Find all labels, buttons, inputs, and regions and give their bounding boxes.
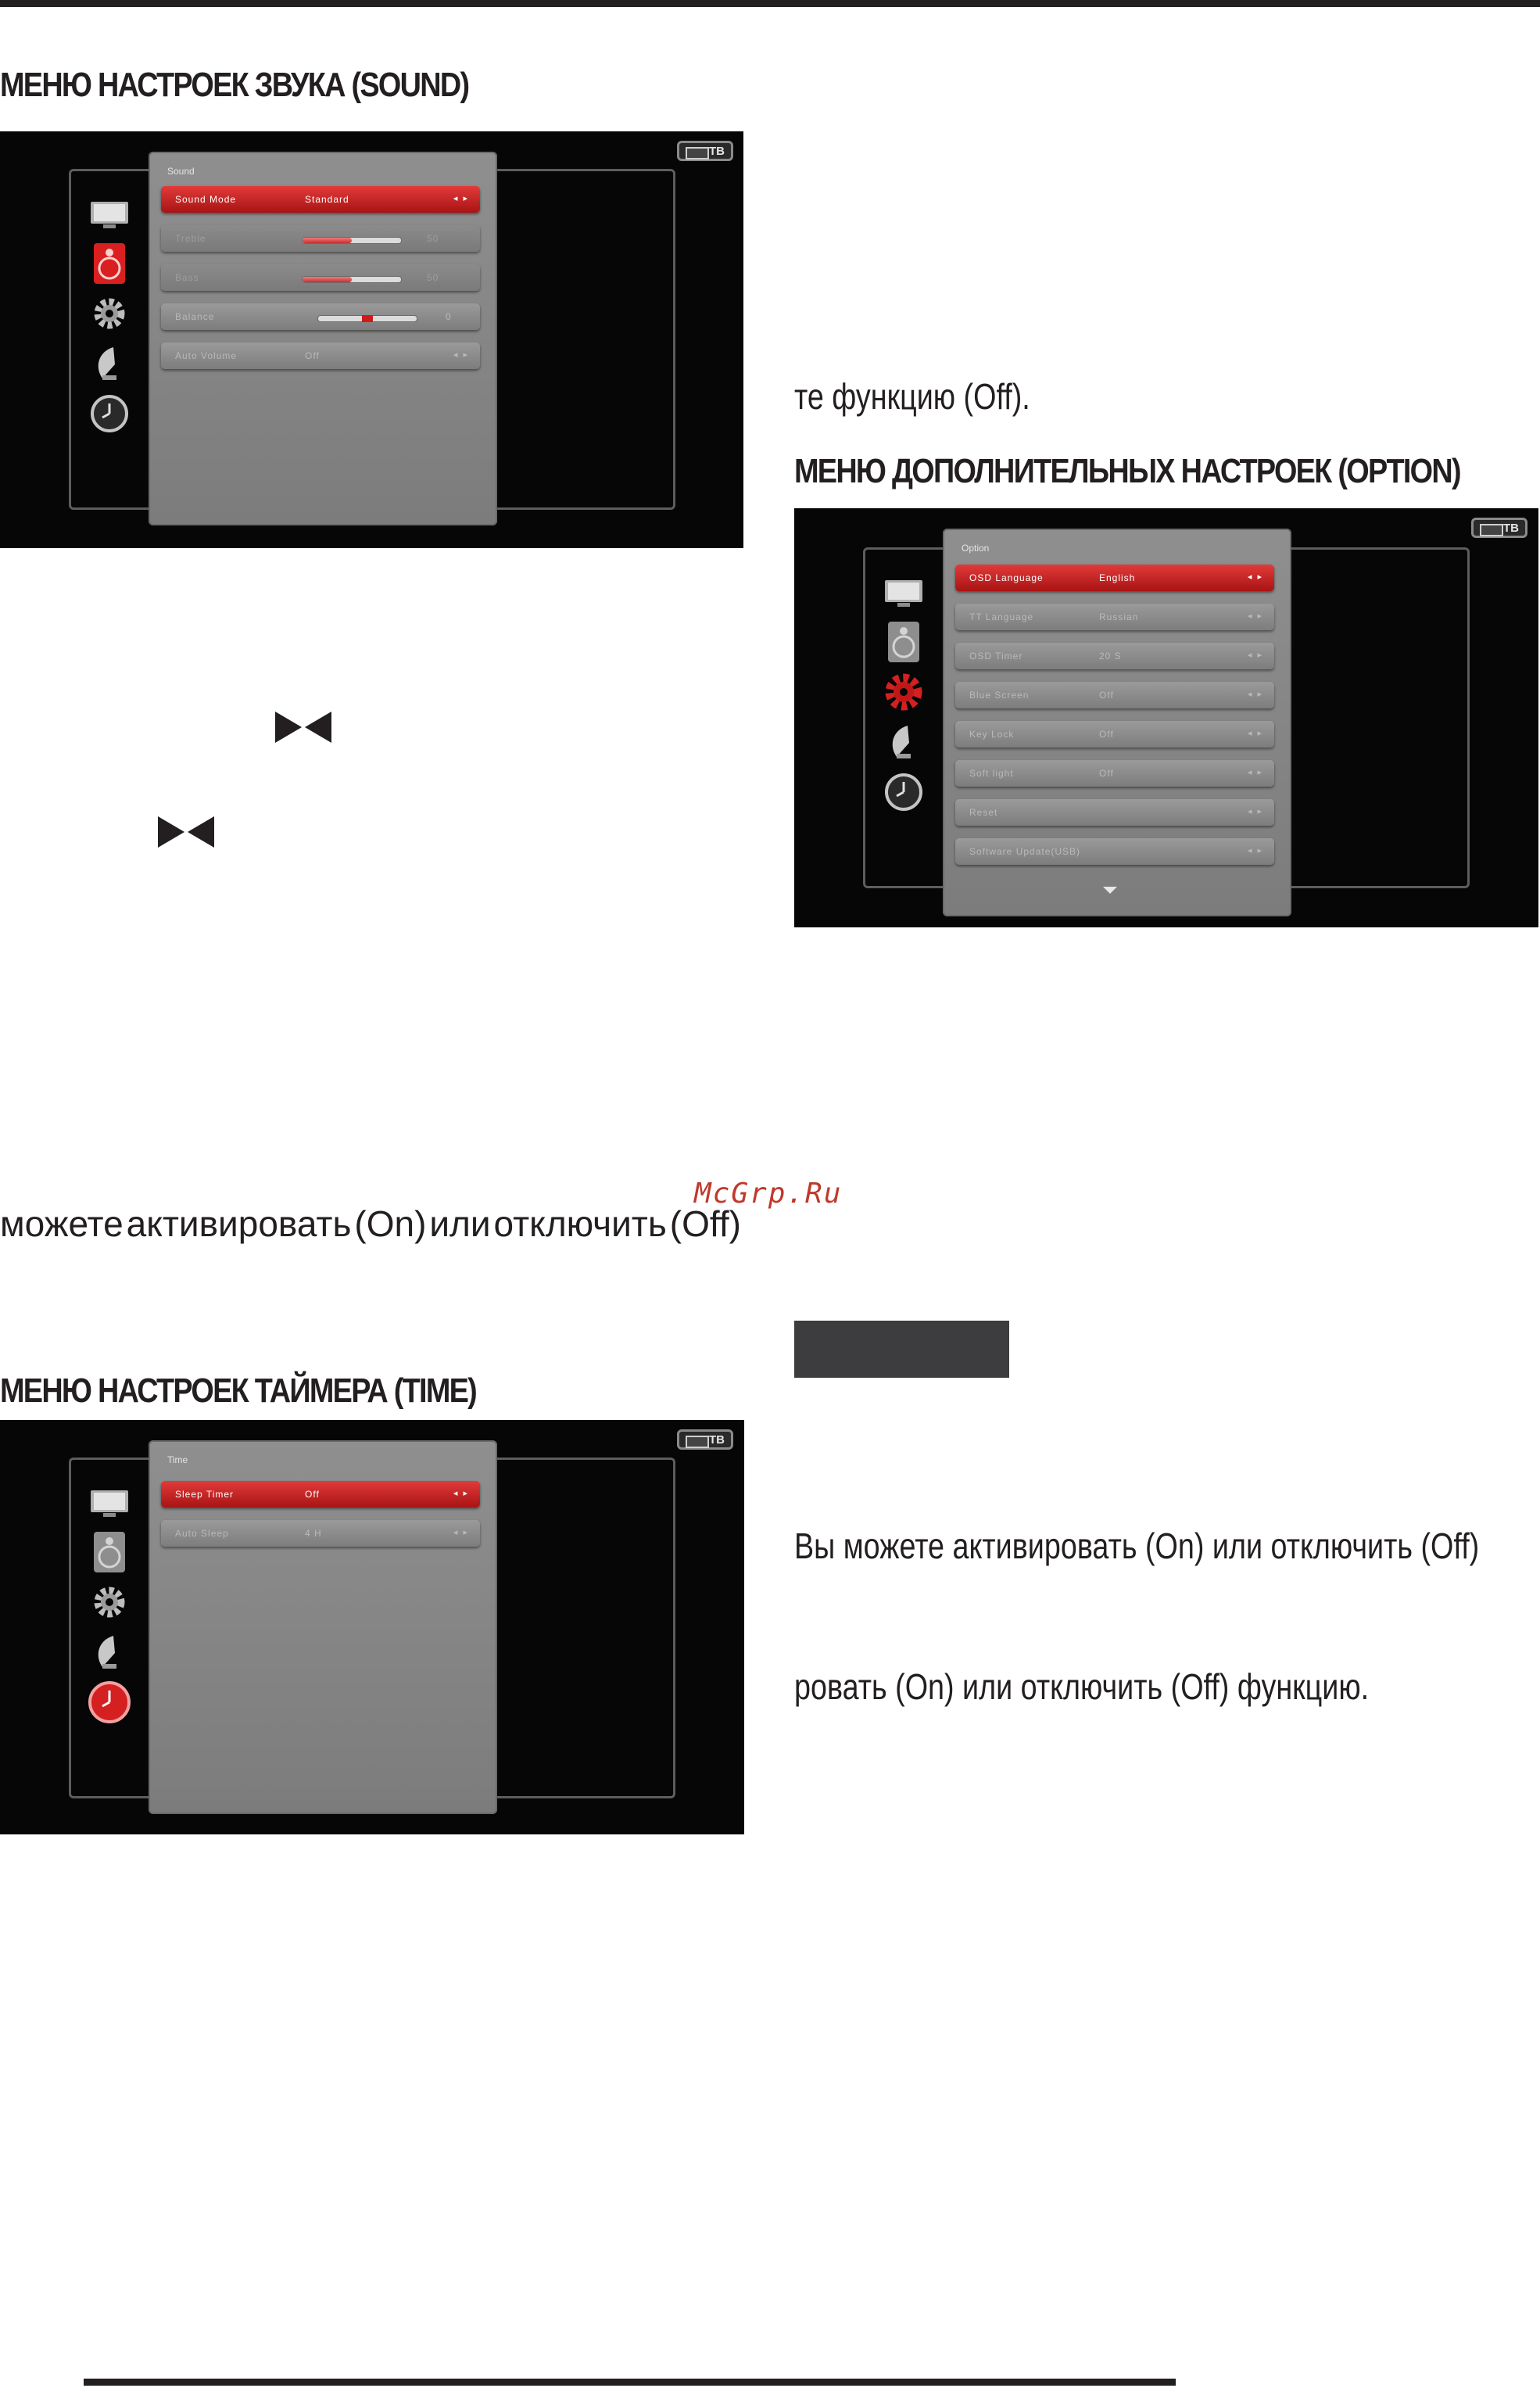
row-value: 0	[446, 311, 452, 322]
row-value: Off	[1099, 729, 1114, 740]
row-label: OSD Timer	[969, 651, 1023, 662]
body-line-function: ровать (On) или отключить (Off) функцию.	[794, 1666, 1370, 1707]
word: отключить	[493, 1203, 667, 1244]
watermark: McGrp.Ru	[694, 1178, 843, 1210]
heading-time: МЕНЮ НАСТРОЕК ТАЙМЕРА (TIME)	[0, 1371, 477, 1410]
word: можете	[0, 1203, 124, 1244]
option-menu-panel	[943, 529, 1291, 916]
row-value: Off	[1099, 690, 1114, 701]
tv-icon[interactable]	[882, 574, 926, 613]
heading-sound: МЕНЮ НАСТРОЕК ЗВУКА (SOUND)	[0, 66, 469, 104]
slider-fill	[303, 238, 352, 243]
row-label: Sleep Timer	[175, 1489, 235, 1500]
row-label: Treble	[175, 233, 206, 244]
word: активировать	[126, 1203, 352, 1244]
tv-icon[interactable]	[88, 195, 131, 235]
menu-row-osd-language[interactable]	[955, 565, 1274, 591]
tv-mini-icon	[1480, 524, 1503, 536]
tv-badge-label: ТВ	[709, 1432, 725, 1447]
menu-title: Time	[167, 1454, 188, 1465]
menu-row-balance[interactable]	[161, 303, 480, 330]
word: (On)	[354, 1203, 427, 1244]
menu-row-osd-timer[interactable]	[955, 643, 1274, 669]
speaker-icon[interactable]	[88, 1533, 131, 1572]
body-line-activate-deactivate: Вы можете активировать (On) или отключить (Off)	[794, 1526, 1480, 1566]
clock-icon[interactable]	[882, 773, 926, 812]
row-value: Off	[1099, 768, 1114, 779]
top-rule	[0, 0, 1540, 7]
bass-slider[interactable]	[302, 276, 402, 283]
left-right-arrows-icon: ◂ ▸	[1247, 572, 1263, 582]
row-value: Off	[305, 1489, 320, 1500]
row-label: Balance	[175, 311, 215, 322]
left-right-arrows-icon: ◂ ▸	[1247, 611, 1263, 621]
tv-source-badge	[677, 1429, 733, 1450]
sound-menu-panel	[149, 152, 497, 525]
gear-icon[interactable]	[88, 294, 131, 333]
satellite-dish-icon[interactable]	[88, 1633, 131, 1672]
left-right-arrows-icon: ◂ ▸	[1247, 729, 1263, 738]
bowtie-left-right-icon	[158, 816, 214, 852]
row-value: Russian	[1099, 611, 1139, 622]
bottom-rule	[84, 2379, 1176, 2386]
row-value: 20 S	[1099, 651, 1122, 662]
left-right-arrows-icon: ◂ ▸	[453, 350, 469, 360]
row-label: Bass	[175, 272, 199, 283]
row-label: Auto Volume	[175, 350, 238, 361]
tv-source-badge	[677, 141, 733, 161]
menu-row-blue-screen[interactable]	[955, 682, 1274, 708]
menu-row-tt-language[interactable]	[955, 604, 1274, 630]
tv-mini-icon	[686, 147, 709, 160]
slider-knob[interactable]	[362, 315, 373, 322]
menu-title: Sound	[167, 166, 195, 177]
body-line-function-off: те функцию (Off).	[794, 376, 1030, 417]
row-label: Sound Mode	[175, 194, 237, 205]
left-right-arrows-icon: ◂ ▸	[1247, 807, 1263, 816]
left-right-arrows-icon: ◂ ▸	[1247, 651, 1263, 660]
menu-row-software-update[interactable]	[955, 838, 1274, 865]
time-menu-screenshot	[0, 1420, 744, 1834]
gear-icon[interactable]	[88, 1583, 131, 1622]
row-value: Off	[305, 350, 320, 361]
satellite-dish-icon[interactable]	[882, 722, 926, 762]
row-value: Standard	[305, 194, 349, 205]
left-right-arrows-icon: ◂ ▸	[1247, 768, 1263, 777]
menu-row-soft-light[interactable]	[955, 760, 1274, 787]
menu-title: Option	[962, 543, 990, 554]
dark-label-block	[794, 1321, 1009, 1378]
treble-slider[interactable]	[302, 237, 402, 244]
clock-icon[interactable]	[88, 394, 131, 433]
scroll-down-arrow-icon[interactable]	[1103, 887, 1117, 894]
menu-row-auto-volume[interactable]	[161, 342, 480, 369]
option-menu-screenshot	[794, 508, 1538, 927]
row-value: 50	[427, 272, 439, 283]
satellite-dish-icon[interactable]	[88, 344, 131, 383]
menu-row-treble[interactable]	[161, 225, 480, 252]
row-label: Software Update(USB)	[969, 846, 1081, 857]
balance-slider[interactable]	[317, 315, 417, 322]
left-right-arrows-icon: ◂ ▸	[453, 1528, 469, 1537]
left-right-arrows-icon: ◂ ▸	[453, 194, 469, 203]
left-right-arrows-icon: ◂ ▸	[1247, 690, 1263, 699]
time-menu-panel	[149, 1440, 497, 1814]
word: (Off)	[669, 1203, 741, 1244]
row-label: Soft light	[969, 768, 1014, 779]
menu-row-auto-sleep[interactable]	[161, 1520, 480, 1547]
heading-option: МЕНЮ ДОПОЛНИТЕЛЬНЫХ НАСТРОЕК (OPTION)	[794, 452, 1460, 490]
tv-badge-label: ТВ	[709, 144, 725, 158]
speaker-icon[interactable]	[88, 244, 131, 283]
word: или	[429, 1203, 491, 1244]
menu-row-sleep-timer[interactable]	[161, 1481, 480, 1508]
menu-row-reset[interactable]	[955, 799, 1274, 826]
row-label: Blue Screen	[969, 690, 1030, 701]
row-value: 4 H	[305, 1528, 322, 1539]
tv-icon[interactable]	[88, 1484, 131, 1523]
speaker-icon[interactable]	[882, 622, 926, 662]
left-right-arrows-icon: ◂ ▸	[453, 1489, 469, 1498]
gear-icon[interactable]	[882, 672, 926, 712]
left-right-arrows-icon: ◂ ▸	[1247, 846, 1263, 855]
menu-row-sound-mode[interactable]	[161, 186, 480, 213]
menu-row-bass[interactable]	[161, 264, 480, 291]
sound-menu-screenshot	[0, 131, 743, 548]
clock-icon[interactable]	[88, 1683, 131, 1722]
tv-mini-icon	[686, 1436, 709, 1448]
body-line-activate	[0, 1203, 741, 1245]
tv-source-badge	[1471, 518, 1527, 538]
tv-badge-label: ТВ	[1503, 521, 1519, 535]
row-label: TT Language	[969, 611, 1034, 622]
slider-fill	[303, 277, 352, 282]
menu-row-key-lock[interactable]	[955, 721, 1274, 748]
row-value: English	[1099, 572, 1136, 583]
row-label: Auto Sleep	[175, 1528, 229, 1539]
row-label: Key Lock	[969, 729, 1015, 740]
row-value: 50	[427, 233, 439, 244]
row-label: Reset	[969, 807, 998, 818]
row-label: OSD Language	[969, 572, 1044, 583]
bowtie-left-right-icon	[275, 712, 331, 747]
